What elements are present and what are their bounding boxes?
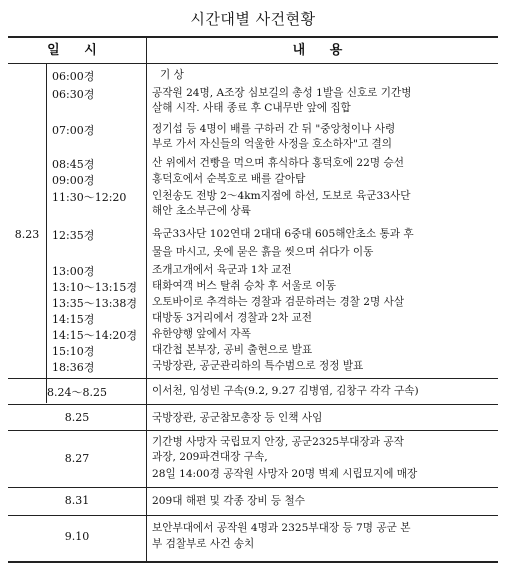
date-cell: 8.23: [14, 228, 40, 241]
event-text: 인천송도 전방 2～4km지점에 하선, 도보로 육군33사단: [152, 190, 411, 202]
time-cell: 12:35경: [52, 229, 95, 242]
header-content: 내 용: [146, 38, 498, 63]
event-text: 오토바이로 추격하는 경찰과 검문하려는 경찰 2명 사살: [152, 296, 405, 308]
event-text: 28일 14:00경 공작원 사망자 20명 벽제 시립묘지에 매장: [152, 468, 418, 480]
time-cell: 06:30경: [52, 88, 95, 101]
event-text: 산 위에서 건빵을 먹으며 휴식하다 홍덕호에 22명 승선: [152, 157, 404, 169]
time-cell: 18:36경: [52, 361, 95, 374]
time-cell: 11:30～12:20: [52, 191, 127, 204]
event-text: 정기섭 등 4명이 배를 구하러 간 뒤 "중앙청이나 사령: [152, 123, 396, 135]
subcolumn-divider: [46, 63, 47, 403]
event-text: 209대 해편 및 각종 장비 등 철수: [152, 495, 305, 507]
incident-timeline-table: [8, 36, 498, 563]
event-text: 국방장관, 공군참모총장 등 인책 사임: [152, 412, 323, 424]
event-text: 부 검찰부로 사건 송치: [152, 538, 255, 550]
event-text: 과장, 209파견대장 구속,: [152, 451, 268, 463]
time-cell: 13:10～13:15경: [52, 281, 138, 294]
event-text: 살해 시작. 사태 종료 후 C내무반 앞에 집합: [152, 102, 351, 114]
event-text: 대방동 3거리에서 경찰과 2차 교전: [152, 312, 312, 324]
date-cell: 8.27: [64, 452, 90, 465]
row-divider: [8, 430, 498, 431]
event-text: 부로 가서 자신들의 억울한 사정을 호소하자"고 결의: [152, 138, 392, 150]
time-cell: 14:15경: [52, 313, 95, 326]
event-text: 육군33사단 102연대 2대대 6중대 605해안초소 통과 후: [152, 228, 414, 240]
date-cell: 8.25: [64, 411, 90, 424]
event-text: 대간첩 본부장, 공비 출현으로 발표: [152, 344, 313, 356]
time-cell: 15:10경: [52, 345, 95, 358]
event-text: 조개고개에서 육군과 1차 교전: [152, 264, 292, 276]
time-cell: 14:15～14:20경: [52, 329, 138, 342]
row-divider: [8, 487, 498, 488]
date-cell: 9.10: [64, 530, 90, 543]
time-cell: 13:00경: [52, 265, 95, 278]
table-header: [8, 38, 498, 64]
date-cell: 8.31: [64, 494, 90, 507]
row-divider: [8, 515, 498, 516]
event-text: 이서천, 임성빈 구속(9.2, 9.27 김병염, 김창구 각각 구속): [152, 385, 419, 397]
row-divider: [8, 378, 498, 379]
date-cell: 8.24～8.25: [47, 386, 107, 399]
time-cell: 07:00경: [52, 124, 95, 137]
event-text: 물을 마시고, 옷에 묻은 흙을 씻으며 쉬다가 이동: [152, 246, 374, 258]
event-text: 유한양행 앞에서 자폭: [152, 328, 251, 340]
event-text: 해안 초소부근에 상륙: [152, 205, 251, 217]
header-datetime: 일 시: [47, 43, 107, 58]
time-cell: 06:00경: [52, 70, 95, 83]
event-text: 기 상: [160, 69, 184, 81]
time-cell: 13:35～13:38경: [52, 297, 138, 310]
row-divider: [8, 404, 498, 405]
event-text: 국방장관, 공군관리하의 특수범으로 정정 발표: [152, 360, 364, 372]
event-text: 기간병 사망자 국립묘지 안장, 공군2325부대장과 공작: [152, 436, 404, 448]
event-text: 홍덕호에서 순복호로 배를 갈아탐: [152, 173, 306, 185]
event-text: 공작원 24명, A조장 심보길의 총성 1발을 신호로 기간병: [152, 87, 412, 99]
event-text: 태화여객 버스 탈취 승차 후 서울로 이동: [152, 280, 336, 292]
document-title: 시간대별 사건현황: [190, 10, 316, 28]
time-cell: 08:45경: [52, 158, 95, 171]
time-cell: 09:00경: [52, 174, 95, 187]
event-text: 보안부대에서 공작원 4명과 2325부대장 등 7명 공군 본: [152, 522, 411, 534]
